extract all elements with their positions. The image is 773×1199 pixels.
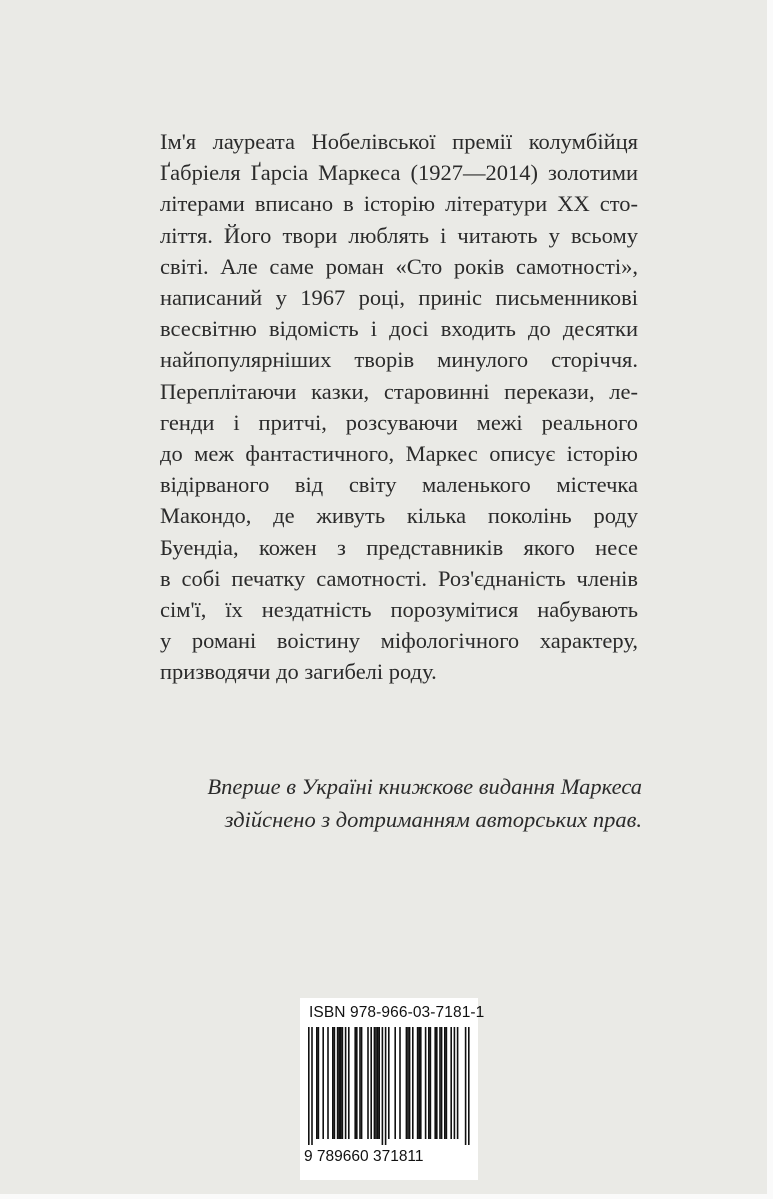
barcode-bar bbox=[409, 1027, 411, 1139]
barcode-bar bbox=[407, 1027, 409, 1139]
blurb-line: до меж фантастичного, Маркес описує історію bbox=[160, 441, 638, 467]
barcode-bar bbox=[348, 1027, 350, 1139]
barcode-bar bbox=[444, 1027, 446, 1139]
barcode-bar bbox=[334, 1027, 336, 1139]
barcode-bar bbox=[356, 1027, 358, 1139]
barcode-bar bbox=[308, 1027, 310, 1145]
barcode-bar bbox=[377, 1027, 379, 1139]
blurb-line: Макондо, де живуть кілька поколінь роду bbox=[160, 503, 638, 529]
isbn-barcode bbox=[300, 998, 485, 1180]
barcode-bar bbox=[425, 1027, 427, 1139]
blurb-line: в собі печатку самотності. Роз'єднаність членів bbox=[160, 565, 638, 591]
blurb-line: Буендіа, кожен з представників якого несе bbox=[160, 534, 638, 560]
barcode-digits: 9 789660 371811 bbox=[304, 1148, 424, 1165]
barcode-bar bbox=[367, 1027, 369, 1139]
blurb-line: світі. Але саме роман «Сто років самотності», bbox=[160, 253, 638, 279]
blurb-line: відірваного від світу маленького містечка bbox=[160, 472, 638, 498]
barcode-bar bbox=[337, 1027, 339, 1139]
barcode-bar bbox=[388, 1027, 390, 1139]
barcode-bars-icon bbox=[308, 1027, 470, 1151]
barcode-bar bbox=[406, 1027, 408, 1139]
barcode-bar bbox=[375, 1027, 377, 1139]
barcode-bar bbox=[454, 1027, 456, 1139]
blurb-line: Переплітаючи казки, старовинні перекази, ле- bbox=[160, 378, 638, 404]
barcode-bar bbox=[327, 1027, 329, 1139]
barcode-bar bbox=[436, 1027, 438, 1139]
copyright-note-line-1: Вперше в Україні книжкове видання Маркеса bbox=[207, 774, 642, 799]
isbn-label: ISBN 978-966-03-7181-1 bbox=[309, 1004, 485, 1021]
barcode-bar bbox=[412, 1027, 414, 1139]
barcode-bar bbox=[439, 1027, 441, 1139]
barcode-bar bbox=[338, 1027, 340, 1139]
barcode-bar bbox=[361, 1027, 363, 1139]
copyright-note bbox=[130, 770, 642, 836]
blurb-line: призводячи до загибелі роду. bbox=[160, 659, 437, 685]
barcode-bar bbox=[430, 1027, 432, 1139]
blurb-line: генди і притчі, розсуваючи межі реального bbox=[160, 409, 638, 435]
blurb-line: ліття. Його твори люблять і читають у всьому bbox=[160, 222, 638, 248]
barcode-bar bbox=[354, 1027, 356, 1139]
barcode-bar bbox=[370, 1027, 372, 1139]
barcode-bar bbox=[316, 1027, 318, 1139]
barcode-bar bbox=[418, 1027, 420, 1139]
barcode-bar bbox=[457, 1027, 459, 1139]
blurb-line: всесвітню відомість і досі входить до десятки bbox=[160, 316, 638, 342]
blurb-text bbox=[160, 126, 638, 688]
barcode-bar bbox=[311, 1027, 313, 1145]
barcode-bar bbox=[468, 1027, 470, 1145]
barcode-bar bbox=[359, 1027, 361, 1139]
barcode-bar bbox=[465, 1027, 467, 1145]
blurb-line: у романі воістину міфологічного характеру, bbox=[160, 628, 638, 654]
barcode-bar bbox=[417, 1027, 419, 1139]
barcode-bar bbox=[446, 1027, 448, 1139]
blurb-line: найпопулярніших творів минулого сторіччя. bbox=[160, 347, 638, 373]
barcode-bar bbox=[450, 1027, 452, 1139]
blurb-line: написаний у 1967 році, приніс письменникові bbox=[160, 285, 638, 311]
barcode-bar bbox=[420, 1027, 422, 1139]
blurb-line: сім'ї, їх нездатність порозумітися набувають bbox=[160, 597, 638, 623]
barcode-bar bbox=[394, 1027, 396, 1139]
barcode-bar bbox=[322, 1027, 324, 1139]
barcode-bar bbox=[385, 1027, 387, 1145]
barcode-bar bbox=[434, 1027, 436, 1139]
barcode-bar bbox=[342, 1027, 344, 1139]
barcode-bar bbox=[382, 1027, 384, 1145]
barcode-bar bbox=[378, 1027, 380, 1139]
barcode-bar bbox=[332, 1027, 334, 1139]
barcode-bar bbox=[374, 1027, 376, 1139]
blurb-line: Ґабріеля Ґарсіа Маркеса (1927—2014) золотими bbox=[160, 160, 638, 186]
barcode-bar bbox=[441, 1027, 443, 1139]
barcode-bar bbox=[318, 1027, 320, 1139]
blurb-line: літерами вписано в історію літератури XX сто- bbox=[160, 191, 638, 217]
barcode-bar bbox=[340, 1027, 342, 1139]
blurb-line: Ім'я лауреата Нобелівської премії колумбійця bbox=[160, 129, 638, 154]
barcode-bar bbox=[345, 1027, 347, 1139]
barcode-bar bbox=[428, 1027, 430, 1139]
copyright-note-line-2: здійснено з дотриманням авторських прав. bbox=[224, 807, 642, 832]
barcode-bar bbox=[399, 1027, 401, 1139]
